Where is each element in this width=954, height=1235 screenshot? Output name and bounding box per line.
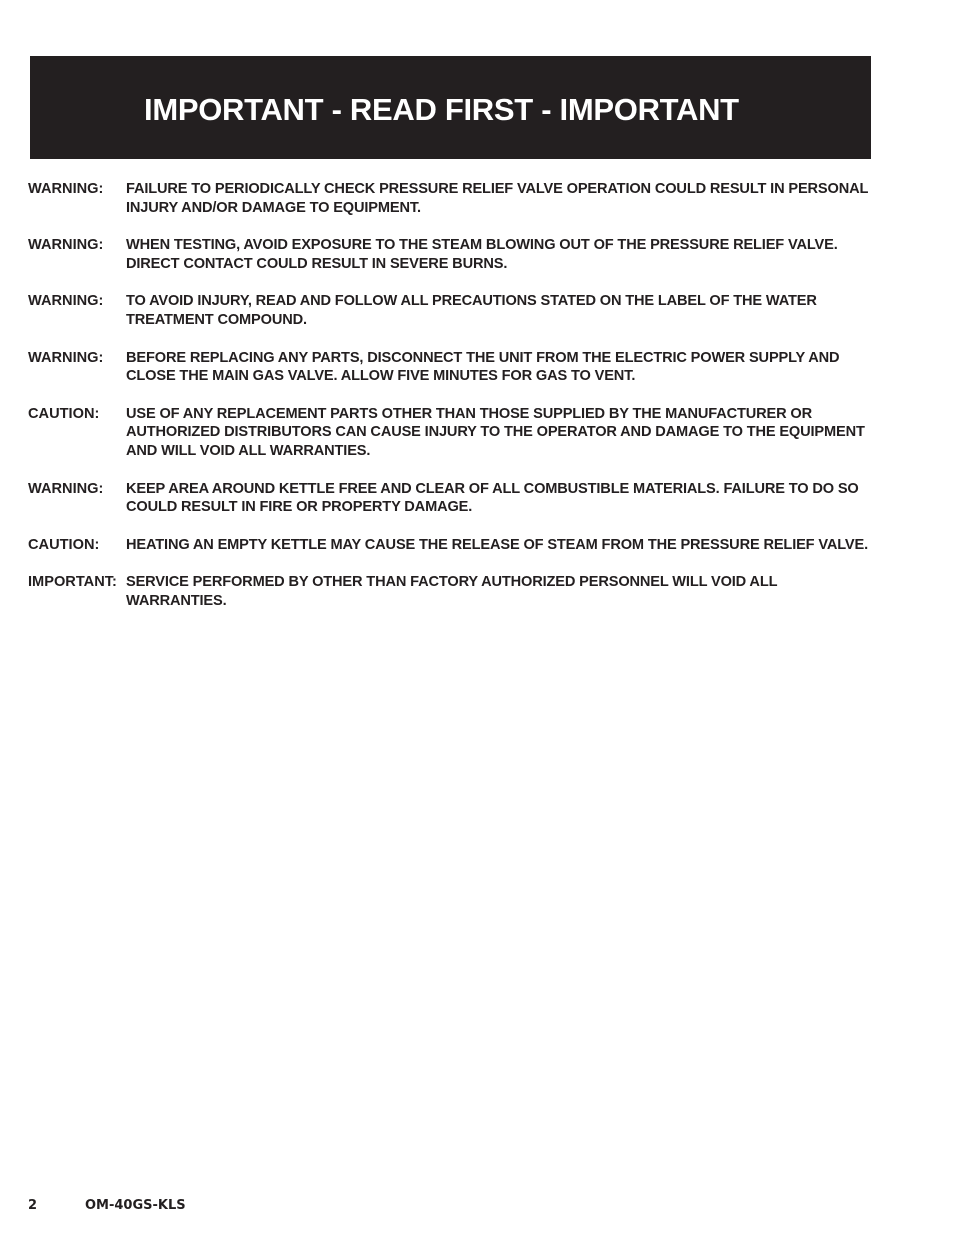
notice-label: WARNING: xyxy=(28,480,104,497)
page-title: IMPORTANT - READ FIRST - IMPORTANT xyxy=(144,92,739,127)
notice-item xyxy=(28,573,878,610)
notice-label: WARNING: xyxy=(28,293,104,310)
notice-text: USE OF ANY REPLACEMENT PARTS OTHER THAN THOSE SUPPLIED BY THE MANUFACTURER OR AUTHORIZED DISTRIBUTORS CAN CAUSE INJURY TO THE OPERATOR AND DAMAGE TO THE EQUIPMENT AND WILL VOID ALL WARRANTIES. xyxy=(126,405,865,459)
notice-item xyxy=(28,480,878,517)
notice-item xyxy=(28,236,878,273)
notice-item xyxy=(28,292,878,329)
notice-text: FAILURE TO PERIODICALLY CHECK PRESSURE RELIEF VALVE OPERATION COULD RESULT IN PERSONAL INJURY AND/OR DAMAGE TO EQUIPMENT. xyxy=(126,181,868,216)
notice-item xyxy=(28,536,878,555)
notice-text: WHEN TESTING, AVOID EXPOSURE TO THE STEAM BLOWING OUT OF THE PRESSURE RELIEF VALVE. DIRECT CONTACT COULD RESULT IN SEVERE BURNS. xyxy=(126,237,838,272)
header-banner xyxy=(30,56,871,159)
notice-text: BEFORE REPLACING ANY PARTS, DISCONNECT THE UNIT FROM THE ELECTRIC POWER SUPPLY AND CLOSE THE MAIN GAS VALVE. ALLOW FIVE MINUTES FOR GAS TO VENT. xyxy=(126,349,840,385)
page-footer xyxy=(28,1198,186,1214)
notice-label: CAUTION: xyxy=(28,405,100,422)
notice-label: WARNING: xyxy=(28,237,104,254)
notice-item xyxy=(28,349,878,386)
page-number: 2 xyxy=(28,1198,38,1213)
notice-label: WARNING: xyxy=(28,181,104,197)
notice-text: HEATING AN EMPTY KETTLE MAY CAUSE THE RELEASE OF STEAM FROM THE PRESSURE RELIEF VALVE. xyxy=(126,536,868,553)
notice-text: SERVICE PERFORMED BY OTHER THAN FACTORY AUTHORIZED PERSONNEL WILL VOID ALL WARRANTIES. xyxy=(126,574,778,609)
notice-text: TO AVOID INJURY, READ AND FOLLOW ALL PRECAUTIONS STATED ON THE LABEL OF THE WATER TREATMENT COMPOUND. xyxy=(126,293,817,328)
notice-item xyxy=(28,180,878,217)
notice-item xyxy=(28,405,878,461)
notice-label: IMPORTANT: xyxy=(28,574,117,591)
notice-list xyxy=(28,180,878,630)
notice-text: KEEP AREA AROUND KETTLE FREE AND CLEAR OF ALL COMBUSTIBLE MATERIALS. FAILURE TO DO SO COULD RESULT IN FIRE OR PROPERTY DAMAGE. xyxy=(126,480,859,516)
document-code: OM-40GS-KLS xyxy=(85,1198,186,1213)
notice-label: WARNING: xyxy=(28,349,104,366)
notice-label: CAUTION: xyxy=(28,536,100,553)
